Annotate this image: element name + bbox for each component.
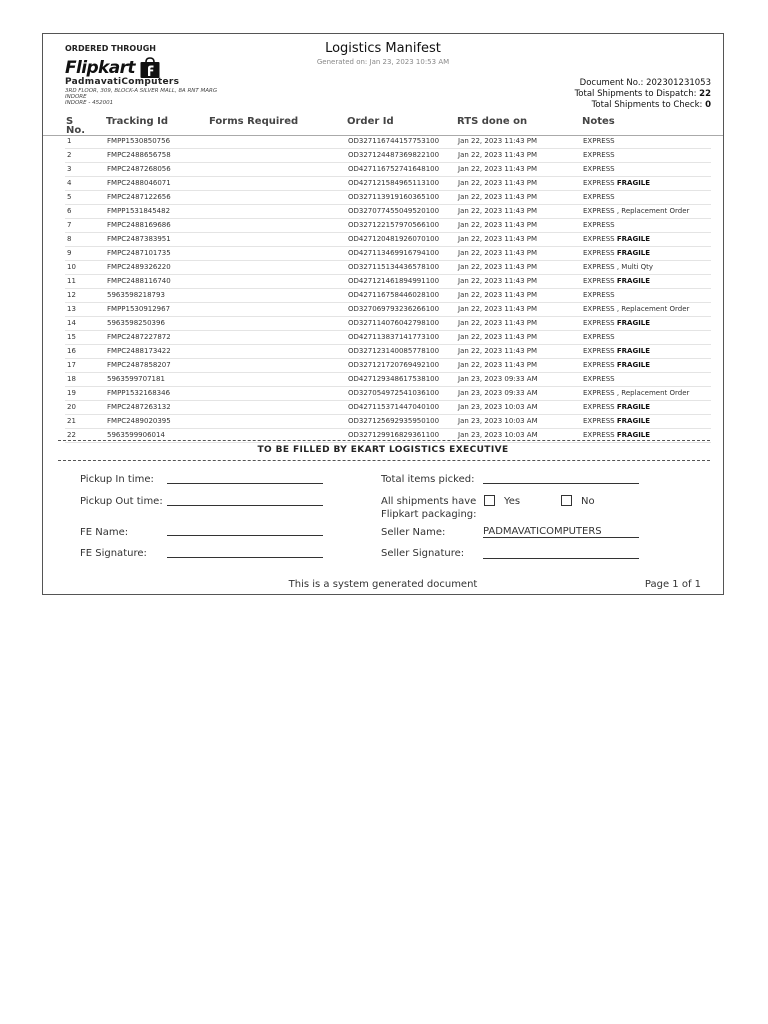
divider [58, 460, 710, 461]
fe-name-label: FE Name: [80, 527, 129, 538]
seller-address-line: 3RD FLOOR, 309, BLOCK-A SILVER MALL, 8A RNT MARG [65, 88, 218, 94]
fragile-flag: FRAGILE [616, 403, 651, 411]
row-sno: 19 [67, 389, 76, 397]
row-notes [583, 263, 653, 271]
packaging-yes-checkbox[interactable] [484, 495, 495, 506]
seller-name-label: Seller Name: [381, 527, 446, 538]
dispatch-total [575, 89, 711, 99]
row-sno: 7 [67, 221, 72, 229]
row-notes [583, 151, 615, 159]
row-note-text: EXPRESS [583, 319, 615, 327]
row-tracking-id: FMPC2487122656 [107, 193, 171, 201]
row-notes [583, 207, 689, 215]
row-tracking-id: FMPC2487383951 [107, 235, 171, 243]
row-rts-done-on: Jan 22, 2023 11:43 PM [458, 207, 538, 215]
column-header-tracking-id: Tracking Id [106, 116, 169, 127]
table-row [65, 149, 711, 163]
row-notes [583, 291, 615, 299]
row-sno: 2 [67, 151, 72, 159]
row-tracking-id: 5963599906014 [107, 431, 165, 439]
table-row [65, 233, 711, 247]
table-row [65, 359, 711, 373]
row-sno: 22 [67, 431, 76, 439]
generated-timestamp: Generated on: Jan 23, 2023 10:53 AM [316, 58, 450, 66]
row-sno: 1 [67, 137, 72, 145]
row-notes [583, 277, 650, 285]
check-total-label: Total Shipments to Check: [591, 100, 706, 110]
packaging-label: All shipments have [381, 496, 477, 507]
row-notes [583, 137, 615, 145]
manifest-sheet [42, 33, 724, 595]
fragile-flag: FRAGILE [616, 235, 651, 243]
row-rts-done-on: Jan 22, 2023 11:43 PM [458, 263, 538, 271]
row-sno: 3 [67, 165, 72, 173]
pickup-in-field[interactable] [167, 483, 323, 484]
column-header-notes: Notes [582, 116, 615, 127]
row-order-id: OD327123140085778100 [348, 347, 440, 355]
row-sno: 12 [67, 291, 76, 299]
row-note-text: EXPRESS [583, 137, 615, 145]
table-row [65, 205, 711, 219]
row-rts-done-on: Jan 23, 2023 10:03 AM [458, 403, 538, 411]
row-note-text: EXPRESS [583, 417, 615, 425]
packaging-yes-label: Yes [504, 496, 521, 507]
row-order-id: OD427129348617538100 [348, 375, 440, 383]
row-notes [583, 417, 650, 425]
table-row [65, 387, 711, 401]
row-rts-done-on: Jan 22, 2023 11:43 PM [458, 221, 538, 229]
row-notes [583, 347, 650, 355]
row-tracking-id: FMPC2487858207 [107, 361, 171, 369]
fe-signature-field[interactable] [167, 557, 323, 558]
row-rts-done-on: Jan 22, 2023 11:43 PM [458, 151, 538, 159]
fragile-flag: FRAGILE [616, 319, 651, 327]
row-sno: 20 [67, 403, 76, 411]
row-tracking-id: FMPC2487263132 [107, 403, 171, 411]
row-sno: 14 [67, 319, 76, 327]
row-tracking-id: FMPC2487227872 [107, 333, 171, 341]
row-order-id: OD327125692935950100 [348, 417, 440, 425]
row-order-id: OD327069793236266100 [348, 305, 440, 313]
column-header-order-id: Order Id [347, 116, 394, 127]
row-sno: 8 [67, 235, 72, 243]
table-header [43, 117, 723, 136]
row-note-text: EXPRESS [583, 179, 615, 187]
row-sno: 18 [67, 375, 76, 383]
seller-name-field[interactable] [483, 537, 639, 538]
row-order-id: OD427116752741648100 [348, 165, 440, 173]
row-rts-done-on: Jan 22, 2023 11:43 PM [458, 165, 538, 173]
row-tracking-id: FMPC2489326220 [107, 263, 171, 271]
row-note-text: EXPRESS , Replacement Order [583, 305, 690, 313]
row-rts-done-on: Jan 23, 2023 09:33 AM [458, 375, 538, 383]
row-note-text: EXPRESS , Replacement Order [583, 207, 690, 215]
system-generated-note: This is a system generated document [288, 579, 478, 590]
row-note-text: EXPRESS [583, 249, 615, 257]
table-row [65, 163, 711, 177]
row-tracking-id: FMPC2488116740 [107, 277, 171, 285]
seller-signature-label: Seller Signature: [381, 548, 465, 559]
row-tracking-id: FMPP1530912967 [107, 305, 171, 313]
row-notes [583, 179, 650, 187]
shipment-table-body [43, 135, 723, 443]
row-tracking-id: FMPC2487268056 [107, 165, 171, 173]
row-rts-done-on: Jan 22, 2023 11:43 PM [458, 235, 538, 243]
row-order-id: OD327115134436578100 [348, 263, 440, 271]
table-row [65, 317, 711, 331]
row-tracking-id: FMPC2487101735 [107, 249, 171, 257]
check-total [592, 100, 711, 110]
document-number-value: 202301231053 [646, 78, 711, 88]
row-tracking-id: FMPC2488046071 [107, 179, 171, 187]
seller-signature-field[interactable] [483, 558, 639, 559]
row-notes [583, 221, 615, 229]
row-order-id: OD327077455049520100 [348, 207, 440, 215]
ekart-section-title: TO BE FILLED BY EKART LOGISTICS EXECUTIVE [257, 445, 509, 455]
row-rts-done-on: Jan 23, 2023 10:03 AM [458, 431, 538, 439]
fe-signature-label: FE Signature: [80, 548, 147, 559]
table-row [65, 177, 711, 191]
fragile-flag: FRAGILE [616, 179, 651, 187]
fragile-flag: FRAGILE [616, 361, 651, 369]
total-items-label: Total items picked: [381, 474, 475, 485]
row-tracking-id: FMPP1532168346 [107, 389, 171, 397]
row-sno: 5 [67, 193, 72, 201]
table-row [65, 303, 711, 317]
row-order-id: OD327116744157753100 [348, 137, 440, 145]
packaging-no-label: No [581, 496, 595, 507]
row-sno: 15 [67, 333, 76, 341]
table-row [65, 219, 711, 233]
row-note-text: EXPRESS [583, 291, 615, 299]
row-note-text: EXPRESS [583, 221, 615, 229]
row-order-id: OD327124487369822100 [348, 151, 440, 159]
row-tracking-id: FMPC2489020395 [107, 417, 171, 425]
seller-name: PadmavatiComputers [65, 77, 180, 87]
total-items-field[interactable] [483, 483, 639, 484]
fragile-flag: FRAGILE [616, 249, 651, 257]
row-rts-done-on: Jan 23, 2023 09:33 AM [458, 389, 538, 397]
row-order-id: OD327114076042798100 [348, 319, 440, 327]
fragile-flag: FRAGILE [616, 347, 651, 355]
row-order-id: OD427113837141773100 [348, 333, 440, 341]
packaging-no-checkbox[interactable] [561, 495, 572, 506]
row-rts-done-on: Jan 22, 2023 11:43 PM [458, 193, 538, 201]
dispatch-total-label: Total Shipments to Dispatch: [574, 89, 700, 99]
row-notes [583, 165, 615, 173]
row-note-text: EXPRESS [583, 403, 615, 411]
row-order-id: OD327054972541036100 [348, 389, 440, 397]
packaging-label: Flipkart packaging: [381, 509, 477, 520]
row-order-id: OD427121461894991100 [348, 277, 440, 285]
check-total-value: 0 [705, 100, 711, 110]
divider [58, 440, 710, 441]
row-note-text: EXPRESS [583, 333, 615, 341]
fragile-flag: FRAGILE [616, 417, 651, 425]
table-row [65, 373, 711, 387]
pickup-out-field[interactable] [167, 505, 323, 506]
row-rts-done-on: Jan 22, 2023 11:43 PM [458, 305, 538, 313]
row-note-text: EXPRESS [583, 431, 615, 439]
row-notes [583, 319, 650, 327]
row-rts-done-on: Jan 22, 2023 11:43 PM [458, 361, 538, 369]
row-rts-done-on: Jan 23, 2023 10:03 AM [458, 417, 538, 425]
row-sno: 6 [67, 207, 72, 215]
row-order-id: OD427115371447040100 [348, 403, 440, 411]
page-title: Logistics Manifest [325, 41, 441, 56]
row-note-text: EXPRESS [583, 193, 615, 201]
row-tracking-id: 5963598218793 [107, 291, 165, 299]
seller-address-line: INDORE [65, 94, 87, 100]
table-row [65, 275, 711, 289]
row-sno: 10 [67, 263, 76, 271]
row-tracking-id: FMPC2488169686 [107, 221, 171, 229]
table-row [65, 261, 711, 275]
row-tracking-id: FMPC2488173422 [107, 347, 171, 355]
row-notes [583, 305, 689, 313]
row-notes [583, 389, 689, 397]
row-tracking-id: 5963599707181 [107, 375, 165, 383]
row-notes [583, 375, 615, 383]
row-sno: 13 [67, 305, 76, 313]
row-sno: 9 [67, 249, 72, 257]
row-tracking-id: FMPC2488656758 [107, 151, 171, 159]
row-sno: 21 [67, 417, 76, 425]
row-tracking-id: FMPP1531845482 [107, 207, 171, 215]
dispatch-total-value: 22 [699, 89, 711, 99]
fragile-flag: FRAGILE [616, 277, 651, 285]
column-header-sno: S No. [66, 116, 86, 136]
row-sno: 16 [67, 347, 76, 355]
table-row [65, 289, 711, 303]
row-note-text: EXPRESS [583, 165, 615, 173]
fragile-flag: FRAGILE [616, 431, 651, 439]
ordered-through-label: ORDERED THROUGH [65, 44, 156, 53]
row-rts-done-on: Jan 22, 2023 11:43 PM [458, 249, 538, 257]
row-notes [583, 361, 650, 369]
row-rts-done-on: Jan 22, 2023 11:43 PM [458, 291, 538, 299]
table-row [65, 191, 711, 205]
row-note-text: EXPRESS , Multi Qty [583, 263, 654, 271]
row-rts-done-on: Jan 22, 2023 11:43 PM [458, 333, 538, 341]
row-notes [583, 431, 650, 439]
row-sno: 4 [67, 179, 72, 187]
row-tracking-id: 5963598250396 [107, 319, 165, 327]
table-row [65, 401, 711, 415]
table-row [65, 331, 711, 345]
table-row [65, 247, 711, 261]
row-sno: 11 [67, 277, 76, 285]
row-note-text: EXPRESS [583, 151, 615, 159]
row-note-text: EXPRESS [583, 347, 615, 355]
seller-address-line: INDORE - 452001 [65, 100, 114, 106]
row-order-id: OD427121584965113100 [348, 179, 440, 187]
brand-wordmark: Flipkart [65, 58, 135, 78]
row-notes [583, 193, 615, 201]
row-order-id: OD327121720769492100 [348, 361, 440, 369]
seller-name-value: PADMAVATICOMPUTERS [483, 526, 602, 537]
document-number-label: Document No.: [579, 78, 647, 88]
row-rts-done-on: Jan 22, 2023 11:43 PM [458, 137, 538, 145]
row-sno: 17 [67, 361, 76, 369]
row-rts-done-on: Jan 22, 2023 11:43 PM [458, 347, 538, 355]
row-note-text: EXPRESS [583, 277, 615, 285]
pickup-out-label: Pickup Out time: [80, 496, 163, 507]
fe-name-field[interactable] [167, 535, 323, 536]
column-header-rts-done-on: RTS done on [457, 116, 528, 127]
page-number: Page 1 of 1 [644, 579, 701, 590]
row-tracking-id: FMPP1530850756 [107, 137, 171, 145]
row-note-text: EXPRESS , Replacement Order [583, 389, 690, 397]
row-rts-done-on: Jan 22, 2023 11:43 PM [458, 277, 538, 285]
table-row [65, 135, 711, 149]
row-order-id: OD427116758446028100 [348, 291, 440, 299]
row-rts-done-on: Jan 22, 2023 11:43 PM [458, 179, 538, 187]
row-rts-done-on: Jan 22, 2023 11:43 PM [458, 319, 538, 327]
row-notes [583, 235, 650, 243]
table-row [65, 415, 711, 429]
row-note-text: EXPRESS [583, 235, 615, 243]
document-number [580, 78, 711, 88]
row-notes [583, 403, 650, 411]
row-notes [583, 333, 615, 341]
row-order-id: OD327129916829361100 [348, 431, 440, 439]
row-notes [583, 249, 650, 257]
row-note-text: EXPRESS [583, 361, 615, 369]
row-order-id: OD327122157970566100 [348, 221, 440, 229]
pickup-in-label: Pickup In time: [80, 474, 154, 485]
row-order-id: OD427120481926070100 [348, 235, 440, 243]
row-order-id: OD327113919160365100 [348, 193, 440, 201]
row-note-text: EXPRESS [583, 375, 615, 383]
row-order-id: OD427113469916794100 [348, 249, 440, 257]
table-row [65, 345, 711, 359]
column-header-forms-required: Forms Required [209, 116, 299, 127]
